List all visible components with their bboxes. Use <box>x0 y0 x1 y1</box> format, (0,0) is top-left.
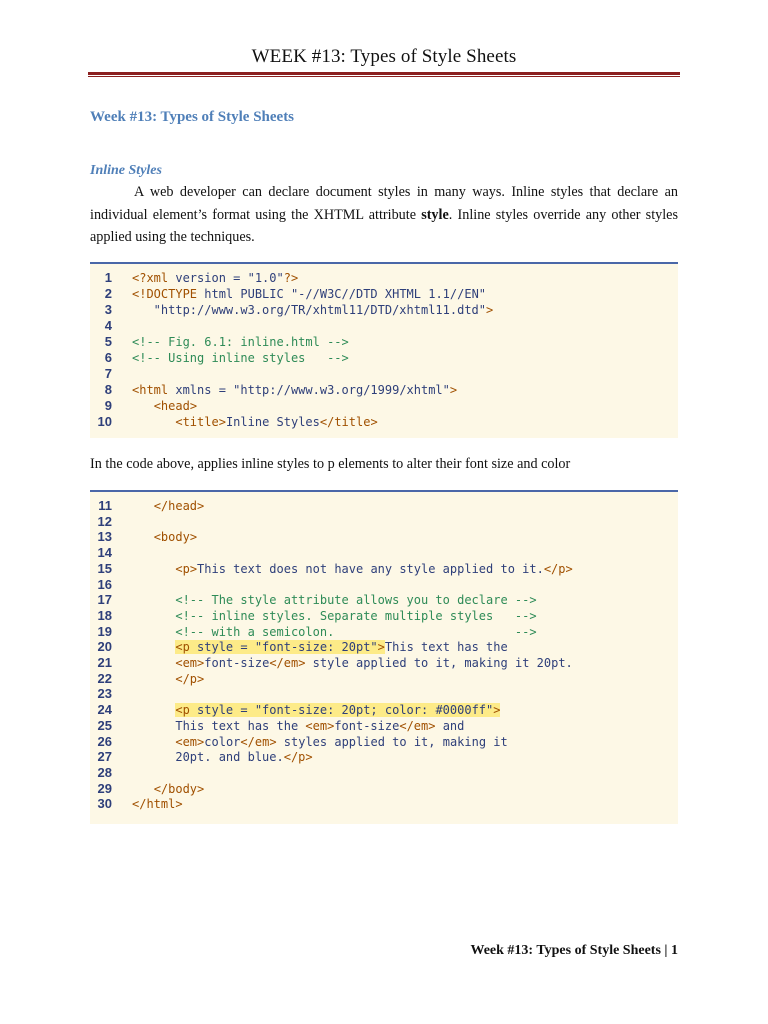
line-number: 29 <box>97 780 112 796</box>
line-number: 17 <box>97 592 112 608</box>
line-number: 18 <box>97 607 112 623</box>
code-line <box>90 796 678 812</box>
page-footer: Week #13: Types of Style Sheets | 1 <box>470 943 678 958</box>
code-line <box>90 382 678 398</box>
line-number: 6 <box>104 350 112 365</box>
code-text: <!-- Using inline styles --> <box>132 351 349 365</box>
line-number: 13 <box>97 529 112 545</box>
code-line <box>90 270 678 286</box>
line-number: 5 <box>104 334 112 349</box>
line-number: 11 <box>98 498 112 513</box>
code-line <box>90 561 678 577</box>
code-block-1 <box>90 262 678 438</box>
code-text: <!-- Fig. 6.1: inline.html --> <box>132 335 349 349</box>
section-heading: Week #13: Types of Style Sheets <box>90 109 295 125</box>
code-line <box>90 608 678 624</box>
line-number: 19 <box>97 623 112 639</box>
code-text: <title>Inline Styles</title> <box>175 415 378 429</box>
code-text: 20pt. and blue.</p> <box>132 750 313 765</box>
line-number: 27 <box>97 749 112 765</box>
code-text: <html xmlns = "http://www.w3.org/1999/xhtml"> <box>132 383 458 397</box>
intro-paragraph <box>90 181 678 249</box>
line-number: 16 <box>97 576 112 592</box>
line-number: 15 <box>97 560 112 576</box>
code-text: <p style = "font-size: 20pt">This text has the <box>175 640 508 655</box>
line-number: 21 <box>97 655 112 670</box>
paragraph-part-2: . Inline styles override any other styles applied using the techniques. <box>90 206 678 245</box>
code-text: <!-- inline styles. Separate multiple styles --> <box>132 608 537 623</box>
code-line <box>90 302 678 318</box>
page-header-title: WEEK #13: Types of Style Sheets <box>251 46 517 67</box>
line-number: 8 <box>104 382 112 397</box>
code-text: <!-- The style attribute allows you to declare --> <box>132 593 537 608</box>
code-line <box>90 765 678 781</box>
line-number: 10 <box>97 414 112 429</box>
code-text: <em>color</em> styles applied to it, making it <box>175 734 508 749</box>
sub-heading: Inline Styles <box>90 163 162 178</box>
line-number: 23 <box>97 686 112 702</box>
code-text: <head> <box>153 399 198 413</box>
code-line <box>90 702 678 718</box>
between-text: In the code above, applies inline styles to p elements to alter their font size and color <box>90 456 571 472</box>
line-number: 12 <box>97 513 112 529</box>
code-block-2 <box>90 490 678 824</box>
code-line <box>90 686 678 702</box>
line-number: 3 <box>104 302 112 317</box>
code-line <box>90 350 678 366</box>
line-number: 20 <box>97 639 112 655</box>
code-text: "http://www.w3.org/TR/xhtml11/DTD/xhtml11.dtd"> <box>132 303 494 317</box>
code-line <box>90 334 678 350</box>
line-number: 26 <box>97 733 112 749</box>
line-number: 28 <box>97 764 112 780</box>
code-text: </body> <box>153 781 205 796</box>
code-line <box>90 749 678 765</box>
line-number: 22 <box>97 670 112 686</box>
line-number: 9 <box>104 398 112 413</box>
line-number: 2 <box>104 286 112 301</box>
code-line <box>90 514 678 530</box>
code-line <box>90 498 678 514</box>
code-text: <?xml version = "1.0"?> <box>132 271 299 285</box>
code-line <box>90 398 678 414</box>
line-number: 7 <box>104 366 112 381</box>
code-text: <p style = "font-size: 20pt; color: #0000ff"> <box>175 703 501 718</box>
code-text: <em>font-size</em> style applied to it, making it 20pt. <box>175 656 573 670</box>
code-text: <!DOCTYPE html PUBLIC "-//W3C//DTD XHTML 1.1//EN" <box>132 287 487 301</box>
code-text: This text has the <em>font-size</em> and <box>132 718 465 733</box>
code-text: </p> <box>175 671 205 686</box>
code-line <box>90 718 678 734</box>
code-line <box>90 655 678 671</box>
code-text: <p>This text does not have any style applied to it.</p> <box>175 561 573 576</box>
code-line <box>90 545 678 561</box>
line-number: 25 <box>97 717 112 733</box>
paragraph-part-1: A web developer can declare document styles in many ways. Inline styles that declare an individual element’s format using the XHTML attribute <box>90 184 678 223</box>
code-text: </head> <box>153 499 205 513</box>
code-line <box>90 529 678 545</box>
code-line <box>90 592 678 608</box>
code-line <box>90 286 678 302</box>
code-line <box>90 781 678 797</box>
line-number: 4 <box>104 318 112 333</box>
code-line <box>90 318 678 334</box>
code-line <box>90 577 678 593</box>
code-line <box>90 639 678 655</box>
line-number: 1 <box>104 270 112 285</box>
code-line <box>90 624 678 640</box>
code-line <box>90 414 678 430</box>
code-text: <body> <box>153 530 198 545</box>
header-rule <box>88 72 680 78</box>
code-text: <!-- with a semicolon. --> <box>132 624 537 639</box>
code-line <box>90 366 678 382</box>
paragraph-bold-style: style <box>421 206 449 223</box>
code-line <box>90 734 678 750</box>
line-number: 24 <box>97 702 112 718</box>
code-line <box>90 671 678 687</box>
code-text: </html> <box>132 797 183 812</box>
line-number: 14 <box>97 545 112 561</box>
line-number: 30 <box>97 796 112 812</box>
